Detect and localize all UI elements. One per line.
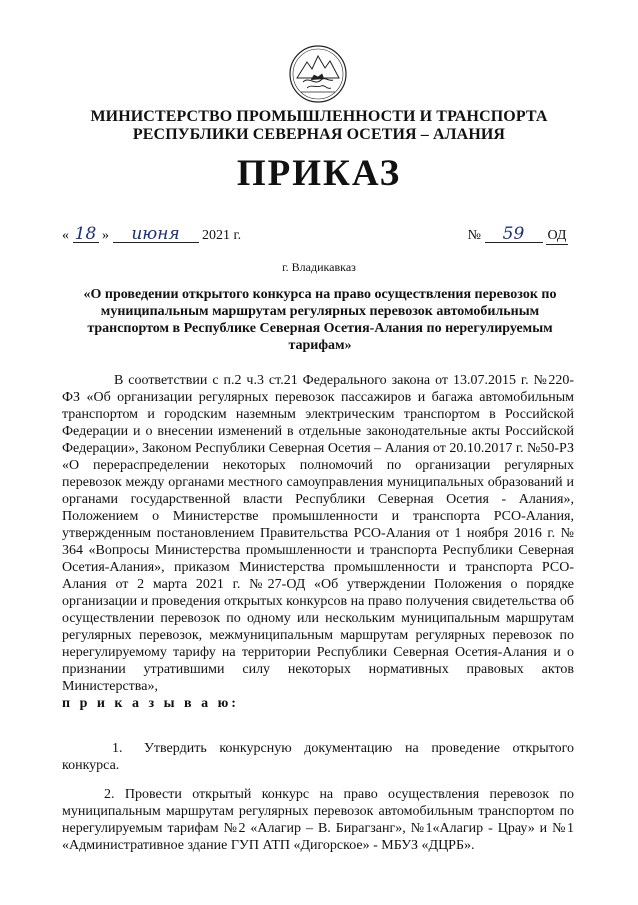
order-subject: «О проведении открытого конкурса на право осуществления перевозок по муниципальным маршрутам регулярных перевозок автомобильным транспортом в Республике Северная Осетия-Алания по нерегулируемым тарифам» [83,287,557,353]
number-prefix: № [467,228,481,243]
preamble-paragraph: В соответствии с п.2 ч.3 ст.21 Федерального закона от 13.07.2015 г. №220-ФЗ «Об организации регулярных перевозок пассажиров и багажа автомобильным транспортом и городским наземным электрическим транспортом в Российской Федерации и о внесении изменений в отдельные законодательные акты Российской Федерации», Законом Республики Северная Осетия – Алания от 20.10.2017 г. №50-РЗ «О перераспределении некоторых полномочий по организации регулярных перевозок между органами местного самоуправления муниципальных образований и органами государственной власти Республики Северная Осетия - Алания», Положением о Министерстве промышленности и транспорта РСО-Алания, утвержденным постановлением Правительства РСО-Алания от 1 ноября 2016 г. № 364 «Вопросы Министерства промышленности и транспорта Республики Северная Осетия-Алания», приказом Министерства промышленности и транспорта РСО-Алания от 2 марта 2021 г. №27-ОД «Об утверждении Положения о порядке организации и проведения открытых конкурсов на право получения свидетельства об осуществлении перевозок по одному или нескольким муниципальным маршрутам регулярных перевозок, межмуниципальным маршрутам регулярных перевозок по нерегулируемому тарифу на территории Республики Северная Осетия-Алания и о признании утратившими силу некоторых нормативных правовых актов Министерства», [62,373,574,694]
coat-of-arms-icon [281,42,355,106]
ministry-name-line1: МИНИСТЕРСТВО ПРОМЫШЛЕННОСТИ И ТРАНСПОРТА [90,108,548,125]
date-month: июня [113,226,199,243]
city-label: г. Владикавказ [282,260,356,274]
order-item-1 [62,740,574,774]
preamble-block [62,372,574,712]
date-open-quote: « [62,228,69,243]
document-type-title: ПРИКАЗ [236,153,402,194]
ministry-name-line2: РЕСПУБЛИКИ СЕВЕРНАЯ ОСЕТИЯ – АЛАНИЯ [132,126,506,143]
item-number: 2. [104,787,115,802]
date-year: 2021 г. [202,228,242,243]
item-number: 1. [112,741,123,756]
date-day: 18 [73,226,99,243]
number-suffix: ОД [547,228,567,243]
date-close-quote: » [102,228,109,243]
item-text: Утвердить конкурсную документацию на проведение открытого конкурса. [62,741,574,773]
order-word: п р и к а з ы в а ю: [62,696,239,711]
number-value: 59 [485,226,543,243]
order-number [468,226,568,245]
order-date [62,226,241,244]
order-item-2 [62,786,574,854]
item-text: Провести открытый конкурс на право осуществления перевозок по муниципальным маршрутам регулярных перевозок автомобильным транспортом по нерегулируемым тарифам №2 «Алагир – В. Бирагзанг», №1«Алагир - Црау» и №1 «Административное здание ГУП АТП «Дигорское» - МБУЗ «ДЦРБ». [62,787,574,853]
